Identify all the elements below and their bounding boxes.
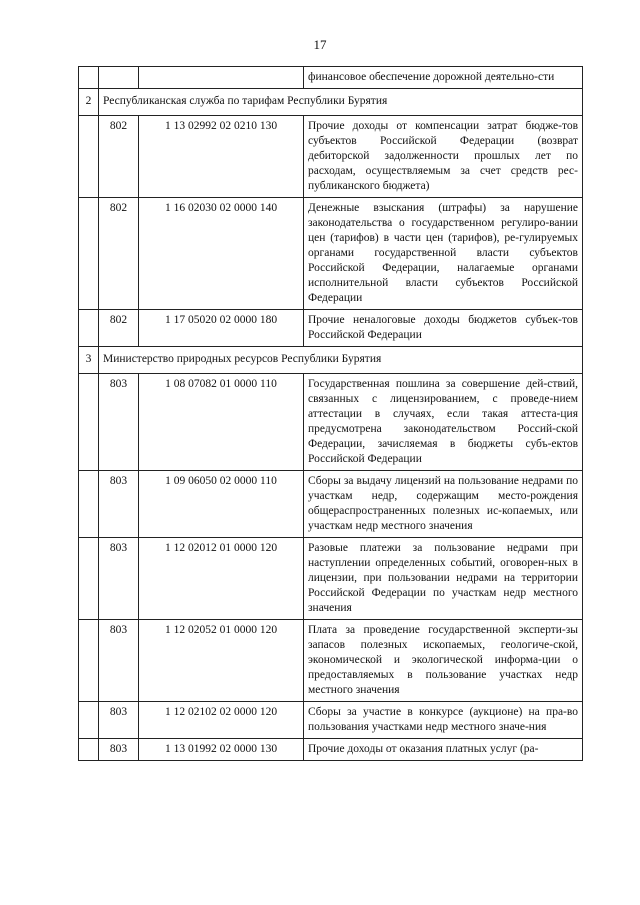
table-row bbox=[79, 702, 583, 739]
table-row bbox=[79, 198, 583, 310]
revenue-description-cell: Прочие неналоговые доходы бюджетов субъек-тов Российской Федерации bbox=[304, 310, 583, 347]
table-row bbox=[79, 620, 583, 702]
revenue-description-cell: Прочие доходы от оказания платных услуг (ра- bbox=[304, 739, 583, 761]
row-number-cell bbox=[79, 739, 99, 761]
row-number-cell bbox=[79, 538, 99, 620]
section-title: Министерство природных ресурсов Республики Бурятия bbox=[99, 347, 583, 374]
table-row bbox=[79, 471, 583, 538]
revenue-code-cell: 1 12 02052 01 0000 120 bbox=[139, 620, 304, 702]
table-row bbox=[79, 538, 583, 620]
revenue-code-cell: 1 12 02102 02 0000 120 bbox=[139, 702, 304, 739]
revenue-description-cell: Сборы за выдачу лицензий на пользование недрами по участкам недр, содержащим место-рождения общераспространенных полезных ис-копаемых, или участкам недр местного значения bbox=[304, 471, 583, 538]
section-title: Республиканская служба по тарифам Республики Бурятия bbox=[99, 89, 583, 116]
admin-code-cell: 802 bbox=[99, 310, 139, 347]
section-number: 2 bbox=[79, 89, 99, 116]
admin-code-cell: 803 bbox=[99, 739, 139, 761]
revenue-code-cell: 1 12 02012 01 0000 120 bbox=[139, 538, 304, 620]
revenue-description-cell: финансовое обеспечение дорожной деятельно-сти bbox=[304, 67, 583, 89]
revenue-description-cell: Плата за проведение государственной эксперти-зы запасов полезных ископаемых, геологиче-ской, экономической и экологической информа-ции о предоставляемых в пользование участках недр местного значения bbox=[304, 620, 583, 702]
admin-code-cell: 803 bbox=[99, 538, 139, 620]
table-row bbox=[79, 374, 583, 471]
table-row bbox=[79, 67, 583, 89]
revenue-description-cell: Государственная пошлина за совершение дей-ствий, связанных с лицензированием, с проведе-нием аттестации в случаях, если такая аттеста-ция предусмотрена законодательством Россий-ской Федерации, зачисляемая в бюджеты субъ-ектов Российской Федерации bbox=[304, 374, 583, 471]
row-number-cell bbox=[79, 198, 99, 310]
row-number-cell bbox=[79, 702, 99, 739]
row-number-cell bbox=[79, 374, 99, 471]
row-number-cell bbox=[79, 67, 99, 89]
table-body bbox=[79, 67, 583, 761]
row-number-cell bbox=[79, 471, 99, 538]
section-number: 3 bbox=[79, 347, 99, 374]
revenue-table bbox=[78, 66, 583, 761]
revenue-code-cell: 1 16 02030 02 0000 140 bbox=[139, 198, 304, 310]
admin-code-cell bbox=[99, 67, 139, 89]
revenue-code-cell: 1 13 01992 02 0000 130 bbox=[139, 739, 304, 761]
revenue-description-cell: Разовые платежи за пользование недрами при наступлении определенных событий, оговорен-ных в лицензии, при пользовании недрами на территории Российской Федерации по участкам недр местного значения bbox=[304, 538, 583, 620]
revenue-code-cell: 1 09 06050 02 0000 110 bbox=[139, 471, 304, 538]
revenue-code-cell bbox=[139, 67, 304, 89]
revenue-description-cell: Денежные взыскания (штрафы) за нарушение законодательства о государственном регулиро-вании цен (тарифов) в части цен (тарифов), ре-гулируемых органами государственной власти субъектов Российской Федерации, налагаемые органами исполнительной власти субъектов Российской Федерации bbox=[304, 198, 583, 310]
table-row bbox=[79, 739, 583, 761]
revenue-code-cell: 1 08 07082 01 0000 110 bbox=[139, 374, 304, 471]
admin-code-cell: 802 bbox=[99, 116, 139, 198]
revenue-description-cell: Сборы за участие в конкурсе (аукционе) на пра-во пользования участками недр местного значе-ния bbox=[304, 702, 583, 739]
revenue-description-cell: Прочие доходы от компенсации затрат бюдже-тов субъектов Российской Федерации (возврат дебиторской задолженности прошлых лет по расходам, осуществляемым за счет средств рес-публиканского бюджета) bbox=[304, 116, 583, 198]
table-row bbox=[79, 116, 583, 198]
section-row bbox=[79, 89, 583, 116]
row-number-cell bbox=[79, 310, 99, 347]
revenue-code-cell: 1 13 02992 02 0210 130 bbox=[139, 116, 304, 198]
row-number-cell bbox=[79, 116, 99, 198]
row-number-cell bbox=[79, 620, 99, 702]
table-row bbox=[79, 310, 583, 347]
admin-code-cell: 803 bbox=[99, 702, 139, 739]
admin-code-cell: 803 bbox=[99, 620, 139, 702]
page-number: 17 bbox=[313, 37, 327, 52]
admin-code-cell: 803 bbox=[99, 374, 139, 471]
admin-code-cell: 802 bbox=[99, 198, 139, 310]
revenue-code-cell: 1 17 05020 02 0000 180 bbox=[139, 310, 304, 347]
admin-code-cell: 803 bbox=[99, 471, 139, 538]
section-row bbox=[79, 347, 583, 374]
